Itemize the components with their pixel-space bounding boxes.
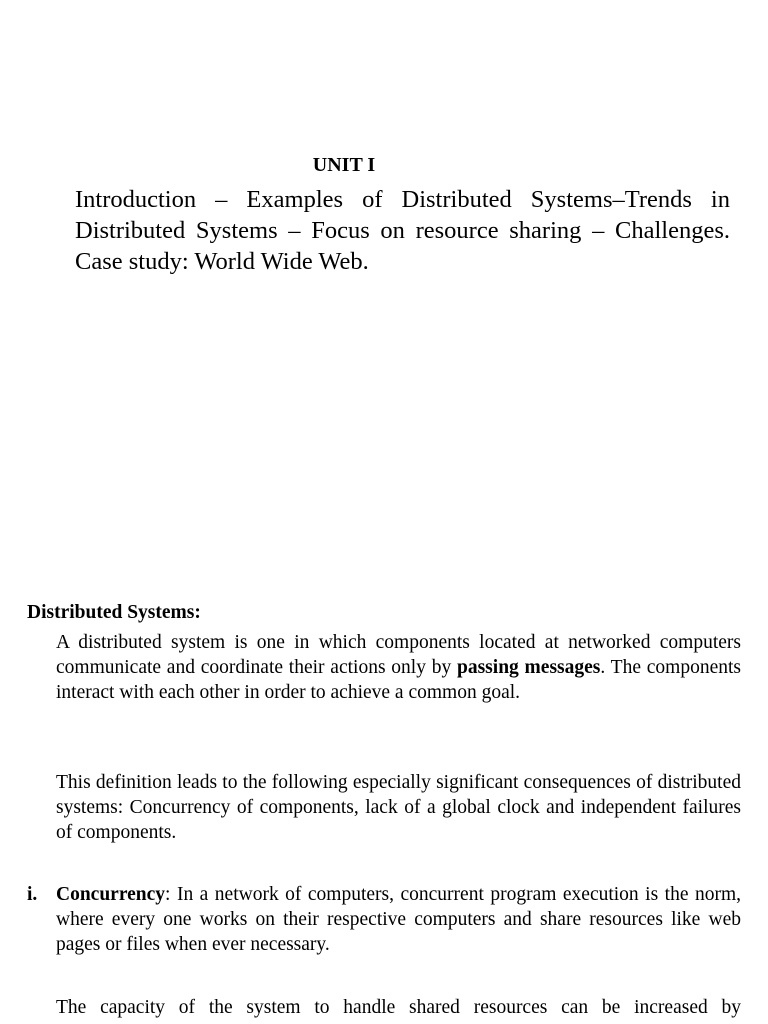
unit-syllabus: Introduction – Examples of Distributed Systems–Trends in Distributed Systems – Focus on resource sharing – Challenges. Case study: World Wide Web. xyxy=(75,186,730,275)
concurrency-paragraph xyxy=(56,882,741,957)
list-marker-i: i. xyxy=(27,884,38,905)
definition-text-start: A distributed system is one in which components located at networked computers communicate and coordinate their actions only by xyxy=(56,632,741,678)
capacity-paragraph: The capacity of the system to handle shared resources can be increased by xyxy=(56,997,741,1018)
concurrency-term: Concurrency xyxy=(56,884,166,905)
definition-bold-term: passing messages xyxy=(457,657,601,678)
unit-heading: UNIT I xyxy=(312,154,376,176)
section-heading: Distributed Systems: xyxy=(27,602,201,623)
definition-paragraph xyxy=(56,630,741,705)
definition-text-end: . The components interact with each other in order to achieve a common goal. xyxy=(56,657,741,703)
consequences-paragraph: This definition leads to the following especially significant consequences of distributed systems: Concurrency of components, lack of a global clock and independent failures of components. xyxy=(56,772,741,843)
concurrency-text: : In a network of computers, concurrent program execution is the norm, where every one works on their respective computers and share resources like web pages or files when ever necessary. xyxy=(56,884,741,955)
